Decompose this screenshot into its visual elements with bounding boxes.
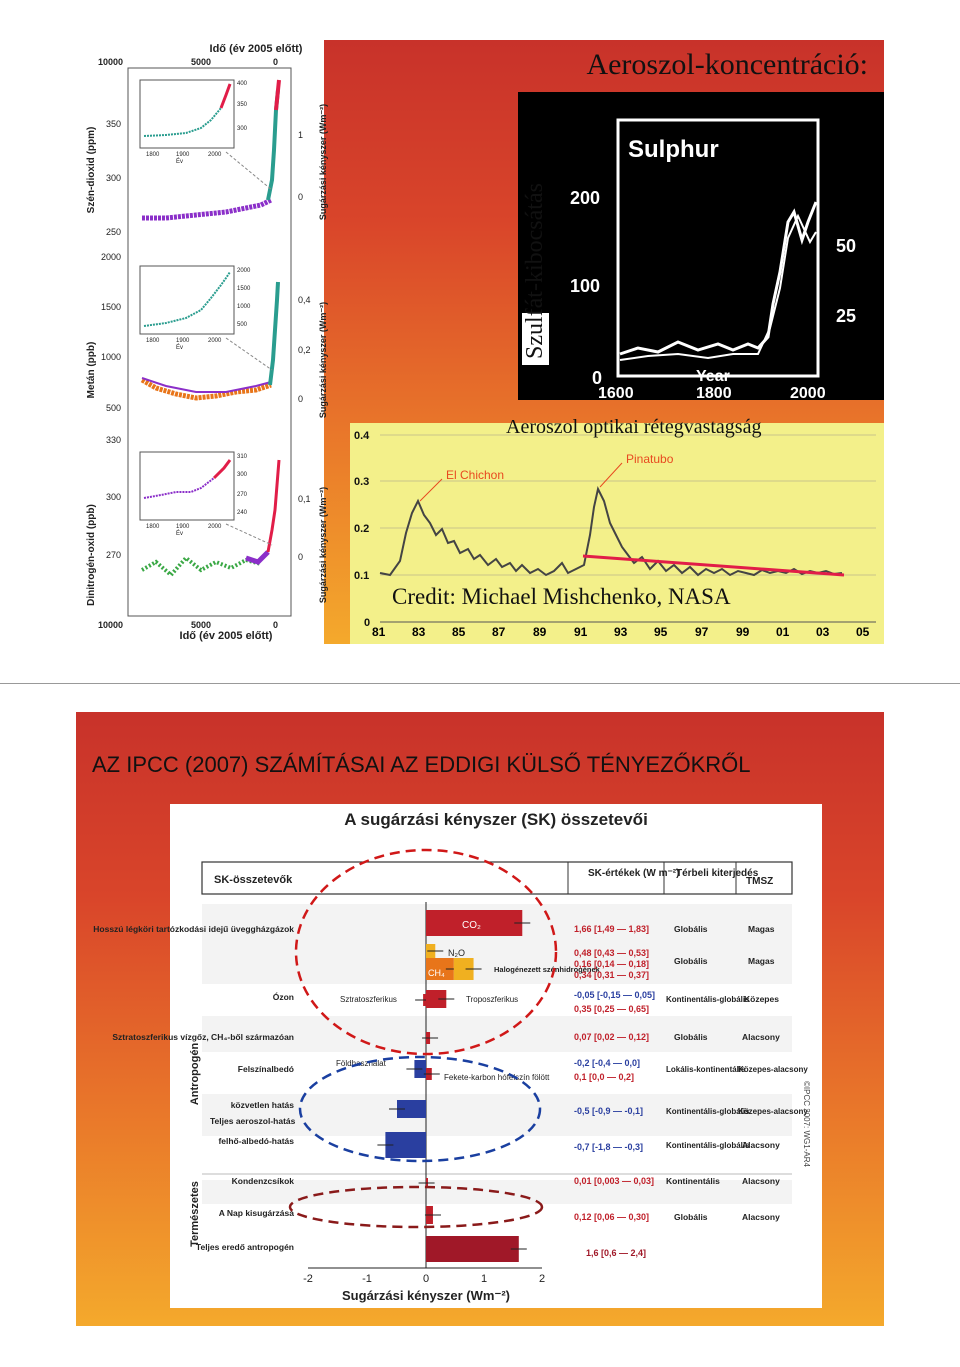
svg-text:0.1: 0.1 [354,570,370,582]
svg-text:1800: 1800 [146,338,160,344]
svg-text:Alacsony: Alacsony [742,1176,780,1186]
svg-text:Magas: Magas [748,924,775,934]
top-tick-3: 0 [273,57,279,67]
value-solar: 0,12 [0,06 — 0,30] [574,1212,650,1222]
svg-text:2000: 2000 [237,268,251,274]
label-n2o: N₂O [448,948,465,958]
svg-text:1500: 1500 [237,286,251,292]
ch4-axis-label: Metán (ppb) [86,341,97,399]
svg-text:0.4: 0.4 [354,430,370,442]
svg-text:1800: 1800 [146,524,160,530]
n2o-inset [140,452,234,520]
svg-text:200: 200 [570,188,601,208]
label-halo: Halogénezett szénhidrogének [494,965,600,974]
svg-text:Lokális-kontinentális: Lokális-kontinentális [666,1065,746,1074]
ice-core-chart [76,40,328,644]
svg-text:-2: -2 [303,1273,313,1285]
aod-svg [350,423,884,644]
svg-text:330: 330 [106,435,122,445]
slide2-title: AZ IPCC (2007) SZÁMÍTÁSAI AZ EDDIGI KÜLSŐ TÉNYEZŐKRŐL [92,752,751,777]
row-label-ghg: Hosszú légköri tartózkodási idejű üveggházgázok [93,924,294,934]
svg-text:500: 500 [237,322,248,328]
svg-text:0.3: 0.3 [354,476,370,488]
svg-text:240: 240 [237,510,248,516]
svg-text:0,4: 0,4 [298,295,311,305]
bar-14 [426,1236,519,1262]
svg-text:50: 50 [836,236,857,256]
value-co2: 1,66 [1,49 — 1,83] [574,924,650,934]
svg-text:1600: 1600 [598,385,634,402]
ch4-right-label: Sugárzási kényszer (Wm⁻²) [318,301,328,419]
slide-aerosol [76,40,884,644]
aod-label: Aeroszol optikai rétegvastagság [506,416,762,438]
n2o-axis-label: Dinitrogén-oxid (ppb) [86,504,97,606]
value-ch4: 0,16 [0,14 — 0,18] [574,959,650,969]
bottom-axis-title: Idő (év 2005 előtt) [179,630,273,642]
row-label-total: Teljes eredő antropogén [195,1242,294,1252]
annotation-el-chichon: El Chichon [446,468,505,482]
svg-text:1: 1 [480,1273,488,1285]
slide-ipcc [76,712,884,1326]
ipcc-watermark: ©IPCC 2007: WG1-AR4 [802,1081,811,1167]
svg-text:Globális: Globális [674,1212,708,1222]
header-components: SK-összetevők [214,874,293,886]
annotation-pinatubo: Pinatubo [626,452,674,466]
svg-text:0: 0 [298,552,304,562]
svg-text:0: 0 [273,620,279,630]
svg-text:Kontinentális-globális: Kontinentális-globális [666,1107,750,1116]
value-ozone-strat: -0,05 [-0,15 — 0,05] [574,990,656,1000]
value-total: 1,6 [0,6 — 2,4] [586,1248,647,1258]
value-halo: 0,34 [0,31 — 0,37] [574,970,650,980]
label-co2: CO₂ [462,920,481,931]
value-ozone-trop: 0,35 [0,25 — 0,65] [574,1004,650,1014]
svg-text:2000: 2000 [208,524,222,530]
label-strat: Sztratoszferikus [340,995,397,1004]
sulphur-x-label: Year [696,368,730,385]
co2-rtick-1: 1 [298,130,304,140]
top-axis-title: Idő (év 2005 előtt) [209,43,303,55]
svg-text:-1: -1 [362,1273,372,1285]
svg-text:2000: 2000 [790,385,826,402]
row-label-direct: közvetlen hatás [230,1100,294,1110]
svg-text:350: 350 [237,102,248,108]
row-label-contrails: Kondenzcsíkok [231,1176,294,1186]
svg-text:300: 300 [106,492,122,502]
group-natural: Természetes [189,1181,201,1247]
value-cloud: -0,7 [-1,8 — -0,3] [574,1142,644,1152]
svg-text:0: 0 [592,368,603,388]
aod-chart [350,423,884,644]
ch4-tick-2: 1500 [101,302,122,312]
row-label-albedo: Felszínalbedó [237,1064,294,1074]
value-n2o: 0,48 [0,43 — 0,53] [574,948,650,958]
figure-title: A sugárzási kényszer (SK) összetevői [344,810,648,829]
value-water: 0,07 [0,02 — 0,12] [574,1032,650,1042]
co2-right-label: Sugárzási kényszer (Wm⁻²) [318,103,328,221]
label-ch4: CH₄ [428,968,445,978]
svg-text:2000: 2000 [208,338,222,344]
sulphur-label: Sulphur [628,136,719,163]
svg-text:Alacsony: Alacsony [742,1212,780,1222]
svg-text:Közepes: Közepes [744,994,779,1004]
svg-text:10000: 10000 [98,620,124,630]
svg-text:0.2: 0.2 [354,523,370,535]
page-divider [0,683,960,684]
value-bc: 0,1 [0,0 — 0,2] [574,1072,635,1082]
value-direct: -0,5 [-0,9 — -0,1] [574,1106,644,1116]
label-landuse: Földhasználat [336,1059,386,1068]
svg-text:0,1: 0,1 [298,494,311,504]
ch4-tick-4: 500 [106,403,122,413]
row-label-cloud: felhő-albedó-hatás [218,1136,294,1146]
credit-text: Credit: Michael Mishchenko, NASA [392,584,731,609]
svg-text:0: 0 [298,394,304,404]
svg-text:Év: Év [176,531,184,537]
svg-text:2000: 2000 [208,152,222,158]
header-tmsz: TMSZ [746,876,774,887]
n2o-right-label: Sugárzási kényszer (Wm⁻²) [318,486,328,604]
ch4-tick-1: 2000 [101,252,122,262]
sulphur-chart [518,92,884,400]
svg-text:Közepes-alacsony: Közepes-alacsony [738,1107,808,1116]
svg-text:1000: 1000 [237,304,251,310]
label-bc: Fekete-karbon hófelszín fölött [444,1073,550,1082]
svg-text:1900: 1900 [176,338,190,344]
co2-tick-3: 250 [106,227,122,237]
svg-text:Globális: Globális [674,1032,708,1042]
value-contrails: 0,01 [0,003 — 0,03] [574,1176,655,1186]
svg-text:0,2: 0,2 [298,345,311,355]
sulphur-svg [518,92,884,400]
svg-text:5000: 5000 [191,620,212,630]
co2-inset [140,80,234,148]
row-label-ozone: Ózon [272,992,294,1002]
ice-core-svg [76,40,328,644]
header-scale: Térbeli kiterjedés [676,868,759,879]
forcing-svg [93,804,822,1308]
svg-text:Év: Év [176,345,184,351]
slide1-title: Aeroszol-koncentráció: [586,48,868,81]
group-anthropogenic: Antropogén [189,1042,201,1106]
svg-text:1900: 1900 [176,152,190,158]
svg-text:Magas: Magas [748,956,775,966]
aod-x-ticks: 81 83 85 87 89 91 93 95 97 99 01 03 05 [372,625,870,639]
svg-text:310: 310 [237,454,248,460]
svg-text:400: 400 [237,81,248,87]
svg-text:Globális: Globális [674,956,708,966]
co2-axis-label: Szén-dioxid (ppm) [86,126,97,214]
svg-text:270: 270 [237,492,248,498]
row-label-aerosol: Teljes aeroszol-hatás [210,1116,296,1126]
row-label-solar: A Nap kisugárzása [218,1208,294,1218]
svg-text:Kontinentális-globális: Kontinentális-globális [666,1141,750,1150]
header-values: SK-értékek (W m⁻²) [588,868,680,879]
value-landuse: -0,2 [-0,4 — 0,0] [574,1058,641,1068]
svg-text:25: 25 [836,306,857,326]
top-tick-1: 10000 [98,57,124,67]
row-label-strat-water: Sztratoszferikus vízgőz, CH₄-ből származóan [112,1032,294,1042]
svg-text:Kontinentális: Kontinentális [666,1176,720,1186]
co2-tick-1: 350 [106,119,122,129]
x-axis-label: Sugárzási kényszer (Wm⁻²) [342,1288,510,1303]
svg-text:0: 0 [422,1273,430,1285]
svg-text:1900: 1900 [176,524,190,530]
svg-text:1800: 1800 [146,152,160,158]
svg-text:Alacsony: Alacsony [742,1032,780,1042]
forcing-figure [93,804,822,1308]
svg-text:Közepes-alacsony: Közepes-alacsony [738,1065,808,1074]
svg-text:Év: Év [176,159,184,165]
svg-text:Globális: Globális [674,924,708,934]
svg-text:0: 0 [364,617,371,629]
co2-rtick-2: 0 [298,192,304,202]
label-trop: Troposzferikus [466,995,519,1004]
top-tick-2: 5000 [191,57,212,67]
svg-text:100: 100 [570,276,601,296]
sulfate-emission-label [522,313,549,365]
svg-text:300: 300 [237,126,248,132]
co2-tick-2: 300 [106,173,122,183]
svg-text:300: 300 [237,472,248,478]
svg-text:270: 270 [106,550,122,560]
ch4-tick-3: 1000 [101,352,122,362]
svg-text:Alacsony: Alacsony [742,1140,780,1150]
svg-text:2: 2 [538,1273,546,1285]
svg-text:1800: 1800 [696,385,732,402]
svg-text:Kontinentális-globális: Kontinentális-globális [666,995,750,1004]
